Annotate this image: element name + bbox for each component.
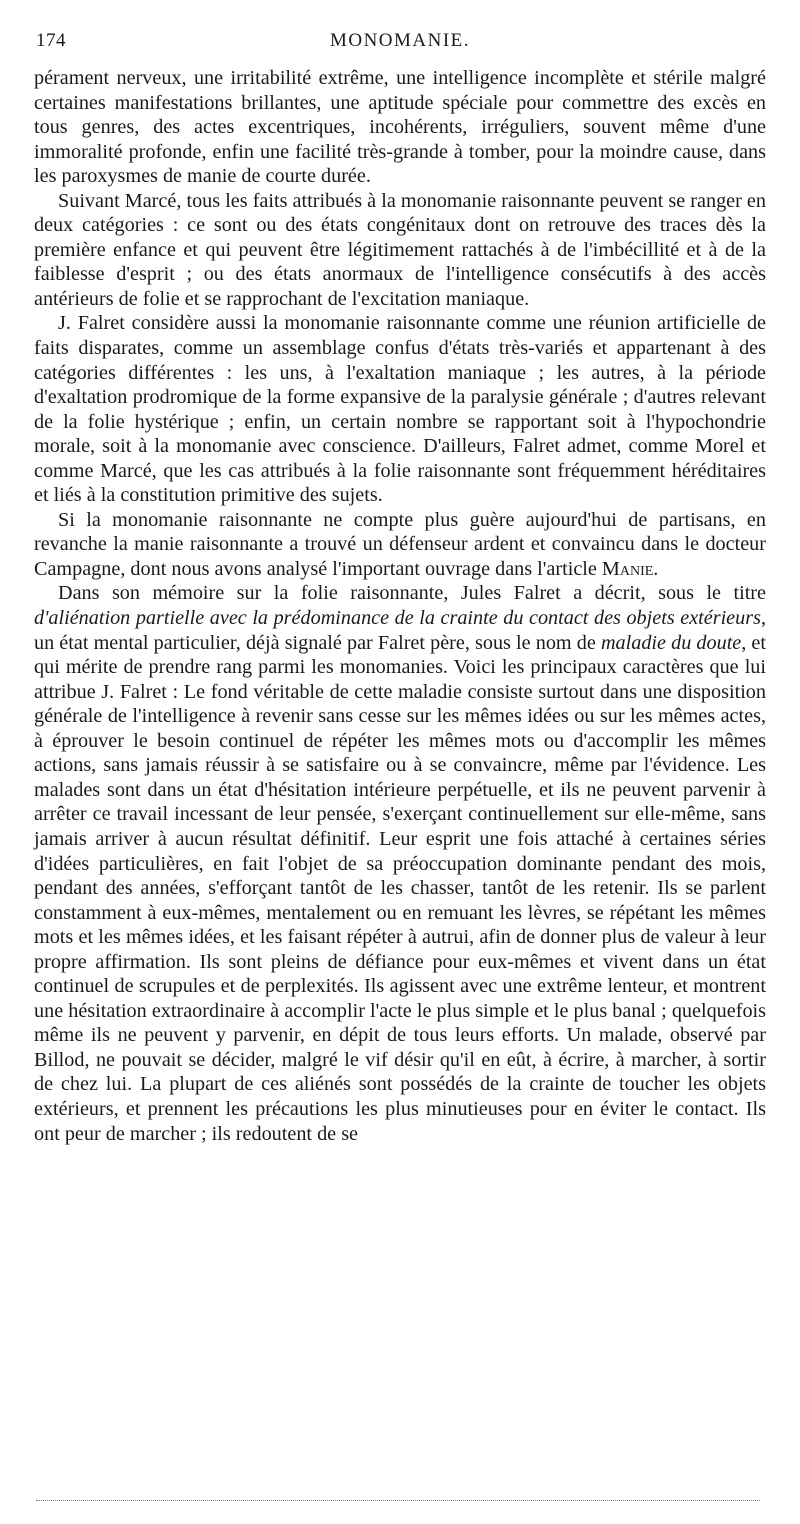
paragraph	[34, 581, 766, 1146]
text-run: Suivant Marcé, tous les faits attribués à la monomanie raisonnante peuvent se ranger en deux catégories : ce sont ou des états congénitaux dont on retrouve des traces dès la première enfance et qui peuvent être légitimement rattachés à de l'imbécillité et à de la faiblesse d'esprit ; ou des états anormaux de l'intelligence consécutifs à des accès antérieurs de folie et se rapprochant de l'excitation maniaque.	[34, 189, 766, 310]
page-title: MONOMANIE.	[329, 30, 471, 51]
body-text	[34, 66, 766, 1146]
text-run: , un état mental particulier, déjà signalé par Falret père, sous le nom de	[34, 607, 766, 654]
bottom-dotted-rule	[36, 1500, 760, 1501]
paragraph	[34, 189, 766, 312]
text-run: pérament nerveux, une irritabilité extrême, une intelligence incomplète et stérile malgré certaines manifestations brillantes, une aptitude spéciale pour commettre des excès en tous genres, des actes excentriques, incohérents, irréguliers, souvent même d'une immoralité profonde, enfin une facilité très-grande à tomber, pour la moindre cause, dans les paroxysmes de manie de courte durée.	[34, 67, 766, 188]
text-run: J. Falret considère aussi la monomanie raisonnante comme une réunion artificielle de faits disparates, comme un assemblage confus d'états très-variés et appartenant à des catégories différentes : les uns, à l'exaltation maniaque ; les autres, à la période d'exaltation prodromique de la forme expansive de la paralysie générale ; d'autres relevant de la folie hystérique ; enfin, un certain nombre se rapportant soit à l'hypochondrie morale, soit à la monomanie avec conscience. D'ailleurs, Falret admet, comme Morel et comme Marcé, que les cas attribués à la folie raisonnante sont fréquemment héréditaires et liés à la constitution primitive des sujets.	[34, 312, 766, 507]
paragraph	[34, 508, 766, 582]
italic-phrase: maladie du doute	[600, 631, 742, 654]
paragraph	[34, 66, 766, 189]
text-run: Si la monomanie raisonnante ne compte plus guère aujourd'hui de partisans, en revanche la manie raisonnante a trouvé un défenseur ardent et convaincu dans le docteur Campagne, dont nous avons analysé l'important ouvrage dans l'article	[34, 508, 766, 580]
text-run: Dans son mémoire sur la folie raisonnante, Jules Falret a décrit, sous le titre	[58, 582, 766, 605]
text-run: , et qui mérite de prendre rang parmi les monomanies. Voici les principaux caractères que lui attribue J. Falret : Le fond véritable de cette maladie consiste surtout dans une disposition générale de l'intelligence à revenir sans cesse sur les mêmes idées ou sur les mêmes actes, à éprouver le besoin continuel de répéter les mêmes mots ou d'accomplir les mêmes actions, sans jamais réussir à se satisfaire ou à se convaincre, même par l'évidence. Les malades sont dans un état d'hésitation intérieure perpétuelle, et ils ne peuvent parvenir à arrêter ce travail incessant de leur pensée, s'exerçant continuellement sur elle-même, sans jamais arriver à aucun résultat définitif. Leur esprit une fois attaché à certaines séries d'idées particulières, en fait l'objet de sa préoccupation dominante pendant des mois, pendant des années, s'efforçant tantôt de les chasser, tantôt de les retenir. Ils se parlent constamment à eux-mêmes, mentalement ou en remuant les lèvres, se répétant les mêmes mots et les mêmes idées, et les faisant répéter à autrui, afin de donner plus de valeur à leur propre affirmation. Ils sont pleins de défiance pour eux-mêmes et vivent dans un état continuel de scrupules et de perplexités. Ils agissent avec une extrême lenteur, et montrent une hésitation extraordinaire à accomplir l'acte le plus simple et le plus banal ; quelquefois même ils ne peuvent y parvenir, en dépit de tous leurs efforts. Un malade, observé par Billod, ne pouvait se décider, malgré le vif désir qu'il en eût, à écrire, à marcher, à sortir de chez lui. La plupart de ces aliénés sont possédés de la crainte de toucher les objets extérieurs, et prennent les précautions les plus minutieuses pour en éviter le contact. Ils ont peur de marcher ; ils redoutent de se	[34, 631, 767, 1145]
italic-phrase: d'aliénation partielle avec la prédominance de la crainte du contact des objets extérieurs	[34, 607, 761, 630]
small-caps-reference: Manie	[601, 557, 654, 580]
text-run: .	[653, 557, 659, 580]
page-number: 174	[36, 30, 66, 51]
running-head	[36, 30, 764, 56]
paragraph	[34, 311, 766, 507]
